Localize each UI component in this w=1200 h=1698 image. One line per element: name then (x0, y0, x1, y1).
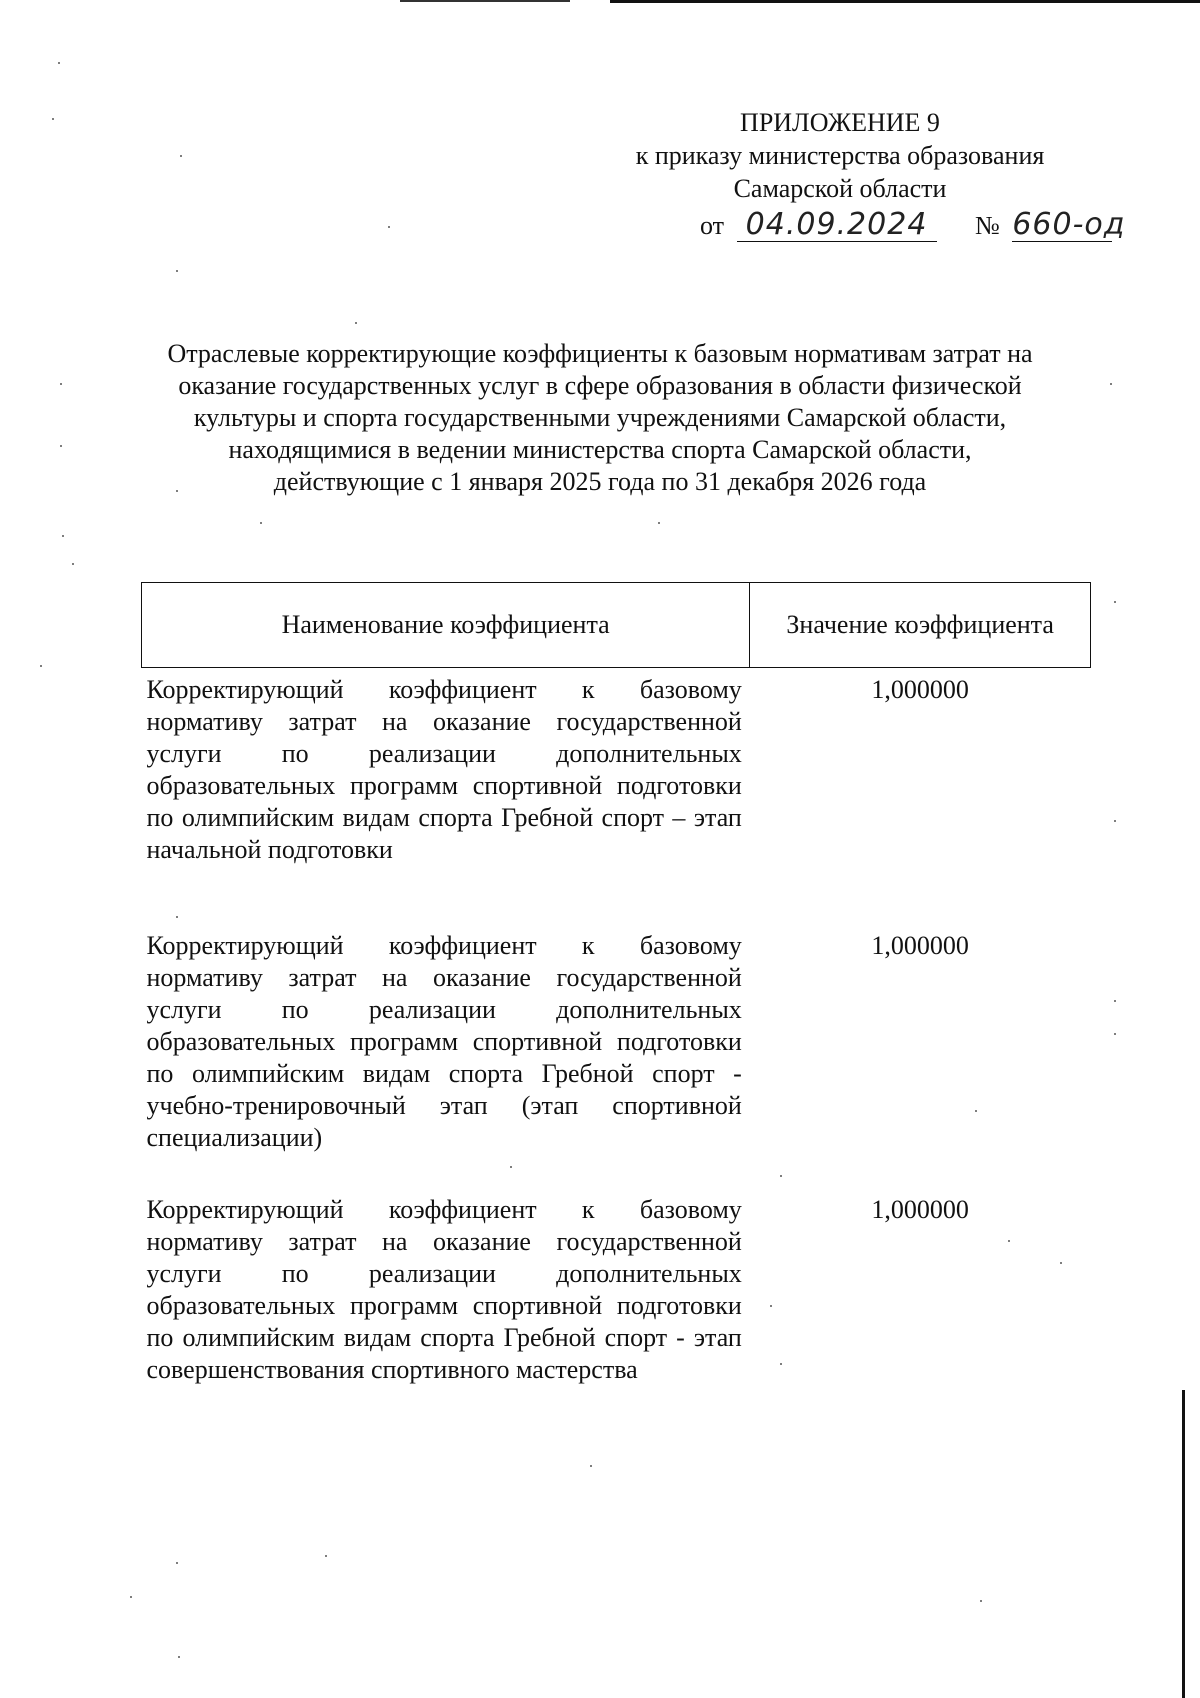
scan-speck (1114, 601, 1116, 603)
scan-speck (1114, 1033, 1116, 1035)
scan-speck (58, 62, 60, 64)
header-coefficient-name: Наименование коэффициента (142, 583, 750, 668)
title-line: оказание государственных услуг в сфере образования в области физической (178, 371, 1022, 400)
table-header-row (142, 583, 1091, 668)
coefficient-name: Корректирующий коэффициент к базовому нормативу затрат на оказание государственной услуги по реализации дополнительных образовательных программ спортивной подготовки по олимпийским видам спорта Гребной спорт - этап совершенствования спортивного мастерства (146, 1195, 742, 1384)
scan-speck (130, 1596, 132, 1598)
scan-speck (325, 1555, 327, 1557)
scan-speck (1110, 383, 1112, 385)
scan-speck (40, 665, 42, 667)
scan-speck (510, 1166, 512, 1168)
coefficient-name: Корректирующий коэффициент к базовому нормативу затрат на оказание государственной услуги по реализации дополнительных образовательных программ спортивной подготовки по олимпийским видам спорта Гребной спорт – этап начальной подготовки (146, 675, 742, 864)
scan-speck (658, 522, 660, 524)
number-label: № (975, 211, 1000, 240)
title-line: находящимися в ведении министерства спорта Самарской области, (228, 435, 972, 464)
scan-speck (590, 1465, 592, 1467)
scan-speck (260, 522, 262, 524)
coefficient-name: Корректирующий коэффициент к базовому нормативу затрат на оказание государственной услуги по реализации дополнительных образовательных программ спортивной подготовки по олимпийским видам спорта Гребной спорт - учебно-тренировочный этап (этап спортивной специализации) (146, 931, 742, 1152)
scan-speck (770, 1305, 772, 1307)
scan-speck (178, 1656, 180, 1658)
scan-speck (975, 1110, 977, 1112)
scan-speck (52, 118, 54, 120)
document-title (120, 338, 1080, 498)
order-number-handwritten: 660-од (1012, 207, 1126, 242)
scan-edge-line (1182, 1390, 1185, 1698)
scan-speck (72, 563, 74, 565)
scan-speck (1008, 1240, 1010, 1242)
scan-speck (388, 226, 390, 228)
coefficient-value: 1,000000 (871, 931, 969, 960)
header-coefficient-value: Значение коэффициента (750, 583, 1091, 668)
scan-speck (60, 383, 62, 385)
scan-speck (1114, 1000, 1116, 1002)
scan-top-mark-right (610, 0, 1200, 3)
title-line: действующие с 1 января 2025 года по 31 декабря 2026 года (273, 467, 927, 496)
scan-speck (1060, 1262, 1062, 1264)
from-label: от (700, 211, 725, 240)
title-line: культуры и спорта государственными учреждениями Самарской области, (193, 403, 1007, 432)
scan-speck (780, 1175, 782, 1177)
title-line: Отраслевые корректирующие коэффициенты к базовым нормативам затрат на (167, 339, 1033, 368)
coefficient-value: 1,000000 (871, 675, 969, 704)
table-row (142, 1188, 1091, 1414)
scan-speck (180, 155, 182, 157)
scan-speck (60, 445, 62, 447)
coefficient-value: 1,000000 (871, 1195, 969, 1224)
scan-speck (176, 490, 178, 492)
appendix-order-ref: к приказу министерства образования (635, 141, 1045, 170)
order-date-number (700, 207, 1126, 242)
scan-speck (780, 1363, 782, 1365)
appendix-region: Самарской области (733, 174, 947, 203)
scan-speck (176, 1562, 178, 1564)
scan-speck (980, 1600, 982, 1602)
appendix-heading: ПРИЛОЖЕНИЕ 9 (740, 108, 940, 137)
appendix-block (560, 106, 1120, 205)
scan-speck (1114, 820, 1116, 822)
scan-speck (355, 322, 357, 324)
scan-speck (62, 535, 64, 537)
order-date-handwritten: 04.09.2024 (737, 208, 937, 242)
scan-speck (176, 270, 178, 272)
table-row (142, 668, 1091, 925)
scan-speck (176, 916, 178, 918)
scan-top-mark-left (400, 0, 570, 2)
coefficients-table (141, 582, 1091, 1414)
table-row (142, 924, 1091, 1188)
